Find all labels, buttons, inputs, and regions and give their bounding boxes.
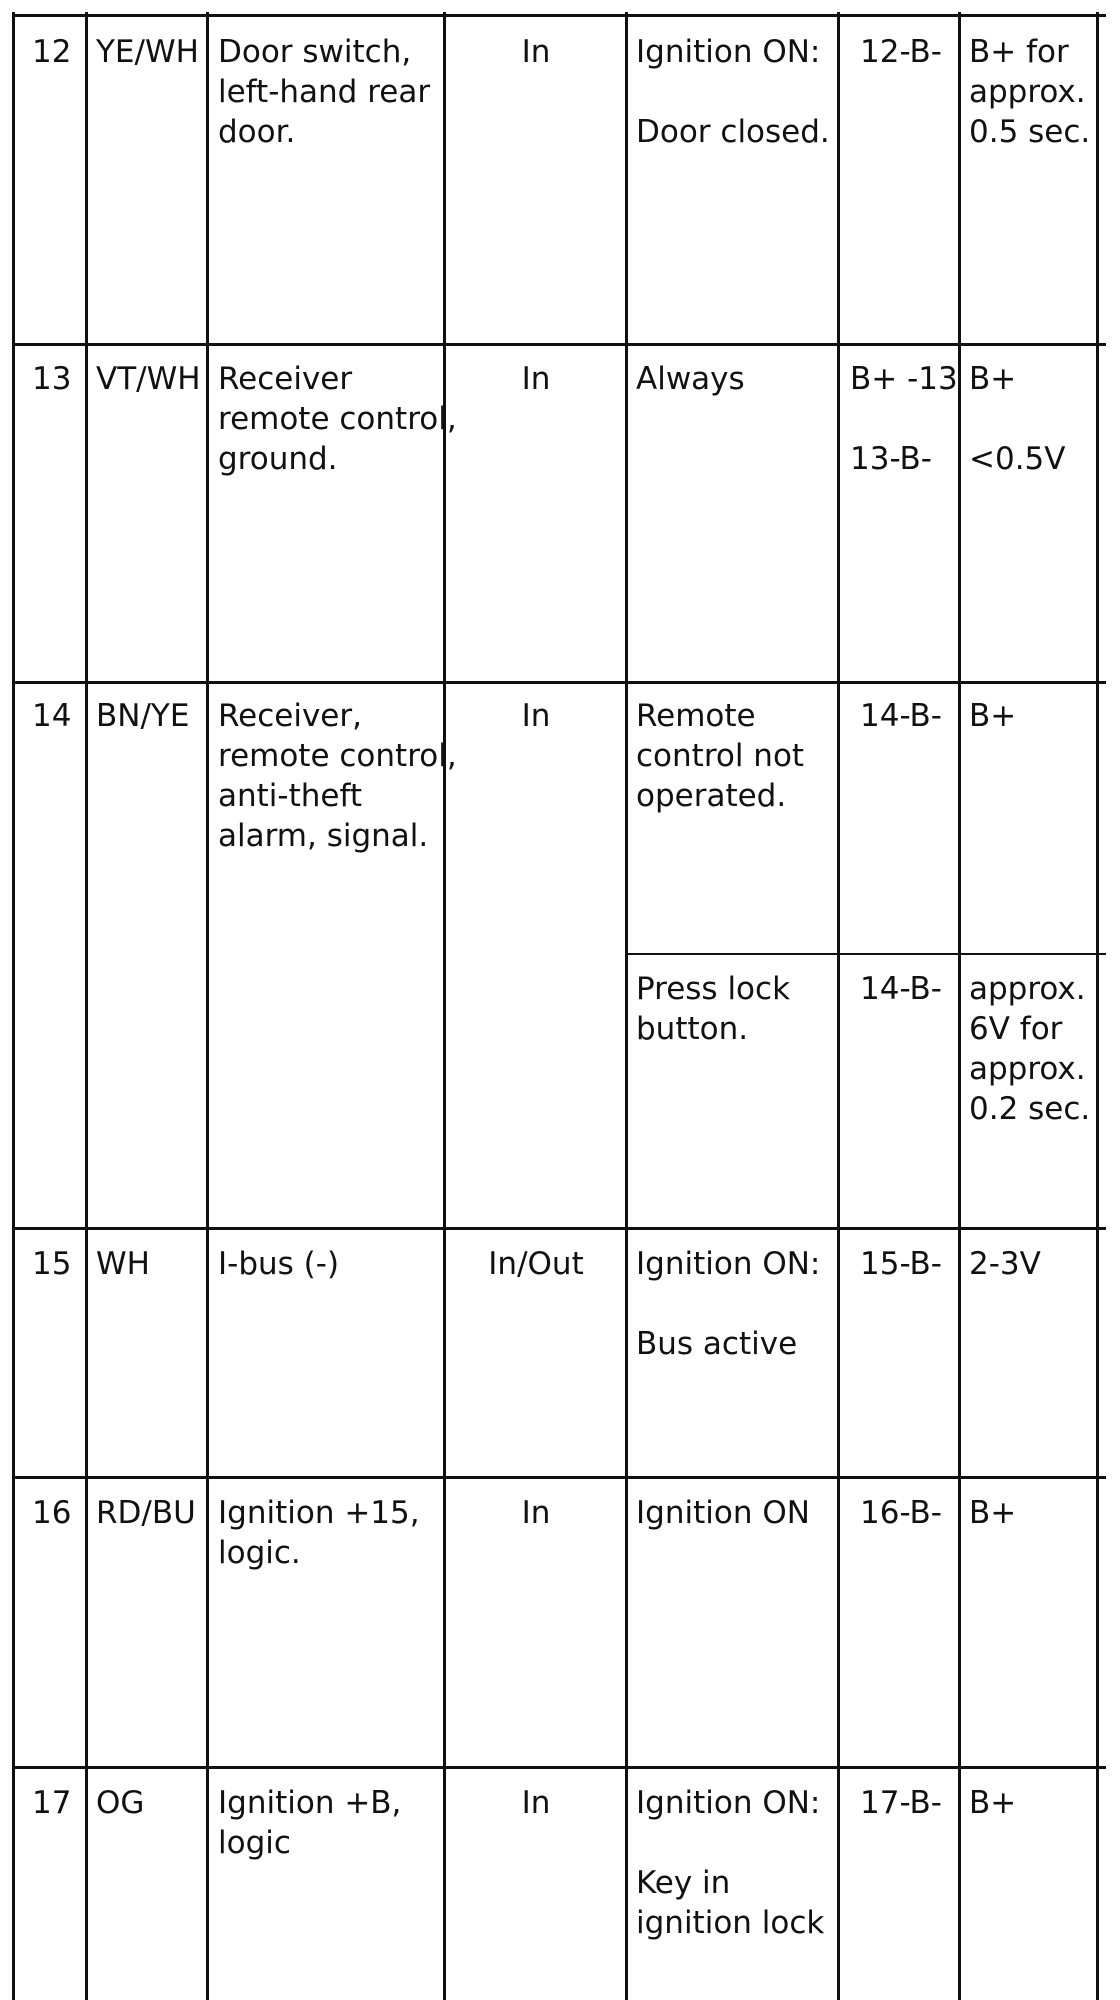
test-condition: Ignition ON <box>636 1495 810 1531</box>
test-condition: Remote control not operated. <box>636 698 805 814</box>
measure-between: B+ -13 13-B- <box>850 361 958 477</box>
wire-color: YE/WH <box>96 34 199 70</box>
wire-color: RD/BU <box>96 1495 196 1531</box>
signal-direction: In <box>521 34 551 70</box>
row-divider <box>12 1227 1106 1230</box>
nominal-value: B+ <box>969 698 1017 734</box>
nominal-value: B+ <box>969 1495 1017 1531</box>
row-divider <box>12 343 1106 346</box>
signal-direction: In <box>521 361 551 397</box>
pin-number: 15 <box>32 1246 72 1282</box>
signal-direction: In/Out <box>488 1246 584 1282</box>
pin-number: 17 <box>32 1785 72 1821</box>
column-divider <box>85 12 88 2000</box>
test-condition: Always <box>636 361 745 397</box>
signal-direction: In <box>521 1785 551 1821</box>
nominal-value: approx. 6V for approx. 0.2 sec. <box>969 971 1091 1127</box>
pin-description: Receiver remote control, ground. <box>218 361 457 477</box>
row-divider <box>12 681 1106 684</box>
column-divider <box>958 12 961 2000</box>
measure-between: 15-B- <box>860 1246 942 1282</box>
column-divider <box>837 12 840 2000</box>
row-divider <box>12 1766 1106 1769</box>
test-condition: Ignition ON: Key in ignition lock <box>636 1785 825 1941</box>
measure-between: 12-B- <box>860 34 942 70</box>
pin-number: 13 <box>32 361 72 397</box>
pin-description: Ignition +B, logic <box>218 1785 402 1861</box>
test-condition: Ignition ON: Bus active <box>636 1246 821 1362</box>
wire-color: OG <box>96 1785 145 1821</box>
column-divider <box>12 12 15 2000</box>
wire-color: WH <box>96 1246 150 1282</box>
pin-description: Ignition +15, logic. <box>218 1495 420 1571</box>
column-divider <box>443 12 446 2000</box>
row-divider <box>625 953 1106 955</box>
measure-between: 17-B- <box>860 1785 942 1821</box>
signal-direction: In <box>521 698 551 734</box>
pin-description: I-bus (-) <box>218 1246 340 1282</box>
wire-color: BN/YE <box>96 698 190 734</box>
nominal-value: B+ for approx. 0.5 sec. <box>969 34 1091 150</box>
pin-number: 16 <box>32 1495 72 1531</box>
nominal-value: B+ <0.5V <box>969 361 1066 477</box>
wire-color: VT/WH <box>96 361 201 397</box>
column-divider <box>625 12 628 2000</box>
column-divider <box>1096 12 1099 2000</box>
column-divider <box>206 12 209 2000</box>
nominal-value: B+ <box>969 1785 1017 1821</box>
test-condition: Press lock button. <box>636 971 791 1047</box>
row-divider <box>12 1476 1106 1479</box>
pin-number: 12 <box>32 34 72 70</box>
nominal-value: 2-3V <box>969 1246 1041 1282</box>
pin-description: Receiver, remote control, anti-theft alarm, signal. <box>218 698 457 854</box>
test-condition: Ignition ON: Door closed. <box>636 34 830 150</box>
pin-description: Door switch, left-hand rear door. <box>218 34 431 150</box>
pin-number: 14 <box>32 698 72 734</box>
measure-between: 16-B- <box>860 1495 942 1531</box>
row-divider <box>12 14 1106 17</box>
measure-between: 14-B- <box>860 971 942 1007</box>
measure-between: 14-B- <box>860 698 942 734</box>
signal-direction: In <box>521 1495 551 1531</box>
